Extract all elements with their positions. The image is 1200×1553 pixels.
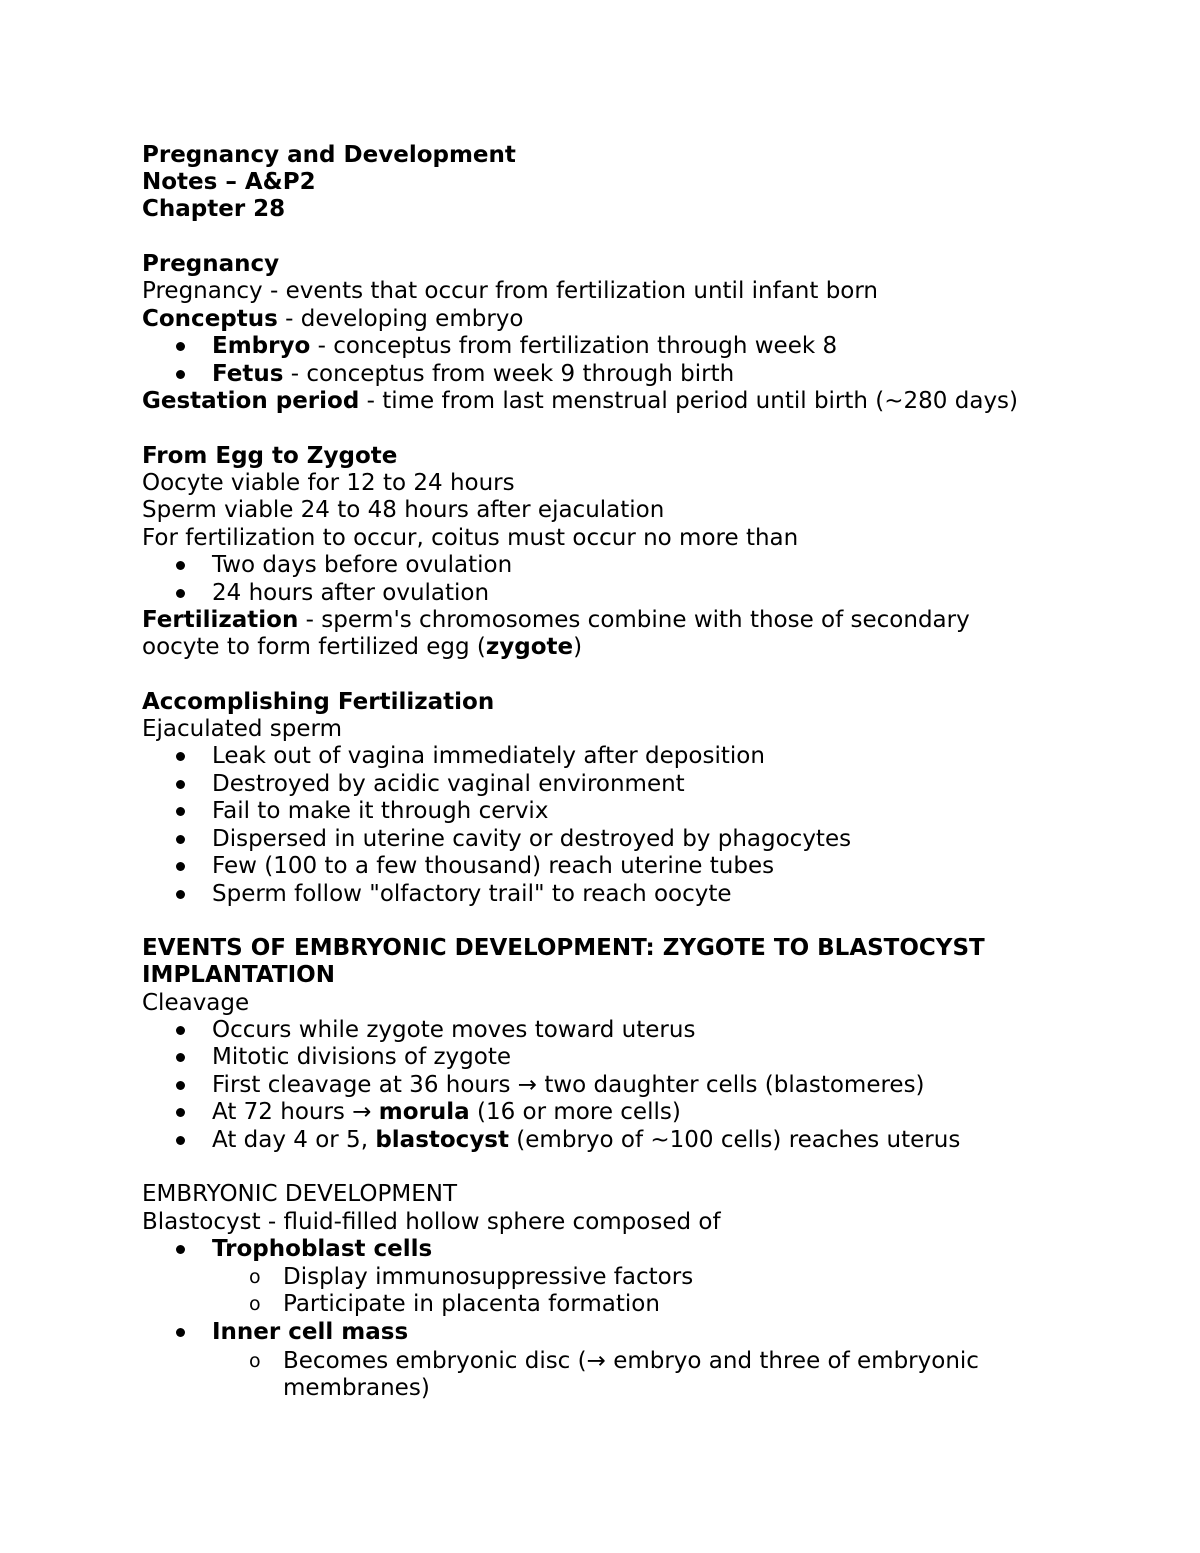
paragraph-line: Cleavage [142,990,250,1016]
document-title: Pregnancy and Development [142,142,516,168]
bullet-icon [176,780,185,789]
bullet-icon [176,862,185,871]
section-heading-events-continued: IMPLANTATION [142,962,335,988]
paragraph-line: Ejaculated sperm [142,716,342,742]
term: Conceptus [142,306,278,332]
list-item: Trophoblast cells [212,1236,433,1262]
definition: ) [573,634,583,660]
item-text: Occurs while zygote moves toward uterus [212,1017,696,1043]
list-item: Few (100 to a few thousand) reach uterine tubes [212,853,775,879]
list-item [212,333,837,360]
list-item [212,1044,511,1071]
definition: - sperm's chromosomes combine with those of secondary [298,607,970,633]
bullet-icon [176,1245,185,1254]
bullet-icon [176,1081,185,1090]
list-item: Fail to make it through cervix [212,798,549,824]
paragraph-line: Blastocyst - fluid-filled hollow sphere composed of [142,1209,721,1235]
bullet-icon [176,752,185,761]
term: Gestation period [142,388,360,414]
paragraph-line: Pregnancy - events that occur from fertilization until infant born [142,278,879,304]
definition: - time from last menstrual period until birth (~280 days) [359,388,1019,414]
section-heading-events: EVENTS OF EMBRYONIC DEVELOPMENT: ZYGOTE TO BLASTOCYST [142,935,985,961]
sub-bullet-icon: o [249,1293,261,1315]
bullet-icon [176,589,185,598]
list-item: Leak out of vagina immediately after deposition [212,743,765,769]
bullet-icon [176,1136,185,1145]
bullet-icon [176,370,185,379]
bullet-icon [176,890,185,899]
definition: - conceptus from fertilization through week 8 [310,333,838,359]
list-item: Sperm follow "olfactory trail" to reach oocyte [212,881,732,907]
sub-bullet-icon: o [249,1350,261,1372]
sub-list-item: Display immunosuppressive factors [283,1264,694,1290]
bullet-icon [176,561,185,570]
definition-line [142,306,523,333]
item-text: First cleavage at 36 hours → two daughter cells (blastomeres) [212,1072,925,1098]
sub-list-item: Becomes embryonic disc (→ embryo and three of embryonic [283,1348,979,1374]
list-item [212,361,734,388]
term: zygote [485,634,574,660]
list-item: Destroyed by acidic vaginal environment [212,771,685,797]
bullet-icon [176,342,185,351]
item-text: (embryo of ~100 cells) reaches uterus [509,1127,961,1153]
bullet-icon [176,807,185,816]
term: Fetus [212,361,284,387]
list-item [212,1099,681,1126]
list-item: Two days before ovulation [212,552,513,578]
document-subtitle: Notes – A&P2 [142,169,316,195]
list-item [212,1017,695,1044]
item-text: (16 or more cells) [469,1099,681,1125]
item-text: At day 4 or 5, [212,1127,376,1153]
list-item: Inner cell mass [212,1319,409,1345]
section-heading-embryonic-development: EMBRYONIC DEVELOPMENT [142,1181,458,1207]
definition: - conceptus from week 9 through birth [283,361,735,387]
definition-line-continued [142,634,582,661]
list-item [212,1072,925,1099]
bullet-icon [176,835,185,844]
sub-list-item-continued: membranes) [283,1375,430,1401]
definition: oocyte to form fertilized egg ( [142,634,486,660]
term: blastocyst [375,1127,509,1153]
sub-list-item: Participate in placenta formation [283,1291,660,1317]
list-item: Dispersed in uterine cavity or destroyed by phagocytes [212,826,852,852]
bullet-icon [176,1026,185,1035]
list-item [212,1127,960,1154]
term: Embryo [212,333,311,359]
sub-bullet-icon: o [249,1266,261,1288]
term: morula [378,1099,470,1125]
bullet-icon [176,1328,185,1337]
paragraph-line: For fertilization to occur, coitus must occur no more than [142,525,799,551]
item-text: Mitotic divisions of zygote [212,1044,511,1070]
paragraph-line: Oocyte viable for 12 to 24 hours [142,470,515,496]
definition-line [142,607,970,634]
chapter-label: Chapter 28 [142,196,286,222]
bullet-icon [176,1053,185,1062]
item-text: At 72 hours → [212,1099,379,1125]
section-heading-accomplishing-fertilization: Accomplishing Fertilization [142,689,495,715]
term: Fertilization [142,607,299,633]
section-heading-egg-to-zygote: From Egg to Zygote [142,443,398,469]
definition: - developing embryo [277,306,524,332]
list-item: 24 hours after ovulation [212,580,490,606]
bullet-icon [176,1108,185,1117]
definition-line [142,388,1018,415]
paragraph-line: Sperm viable 24 to 48 hours after ejaculation [142,497,665,523]
section-heading-pregnancy: Pregnancy [142,251,280,277]
